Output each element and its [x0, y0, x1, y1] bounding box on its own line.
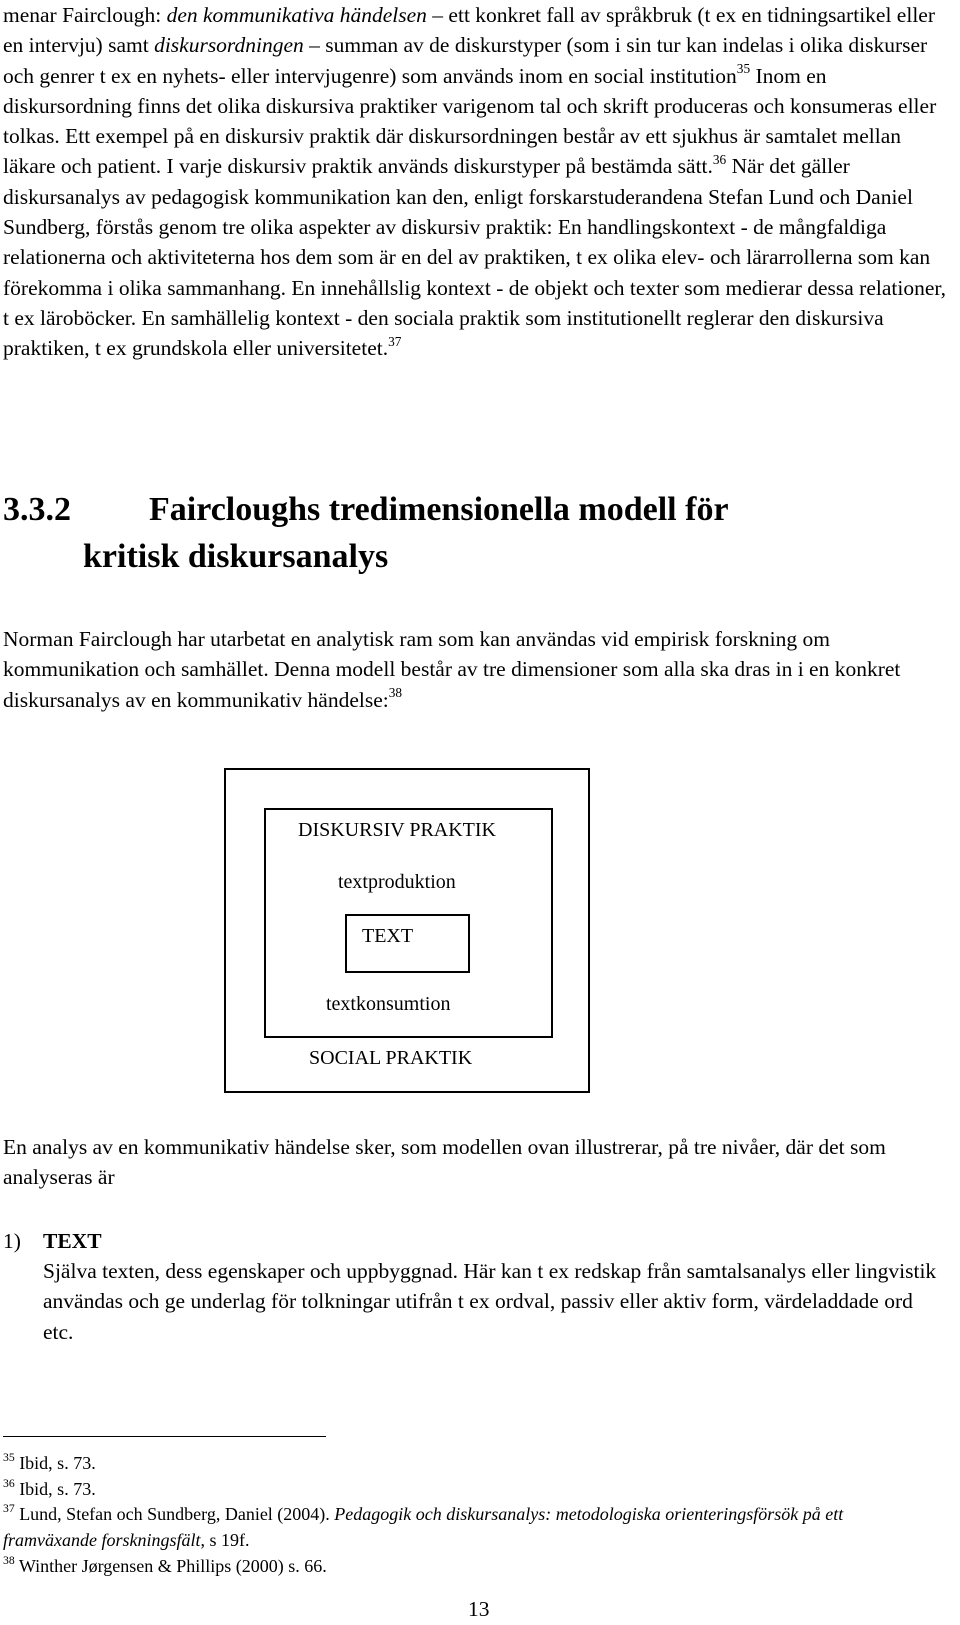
- footnote-number: 36: [3, 1476, 15, 1490]
- footnote-ref-38[interactable]: 38: [388, 685, 403, 701]
- footnote-37: [3, 1502, 903, 1553]
- italic-term-order-of-discourse: diskursordningen: [154, 33, 304, 58]
- text-consumption-label: textkonsumtion: [326, 993, 451, 1015]
- footnote-ref-36[interactable]: 36: [712, 152, 727, 167]
- text-run: – ett konkret fall av språkbruk (t ex en tidningsartikel eller en intervju) samt: [3, 3, 935, 58]
- footnote-text: Ibid, s. 73.: [19, 1453, 96, 1473]
- text-run: menar Fairclough:: [3, 3, 167, 27]
- section-number: 3.3.2: [3, 491, 71, 528]
- text-run: – summan av de diskurstyper (som i sin tur kan indelas i olika diskurser och genrer t ex en nyhets- eller intervjugenre) som används inom en social institution: [3, 33, 928, 88]
- footnote-number: 38: [3, 1553, 15, 1567]
- footnote-number: 37: [3, 1501, 15, 1515]
- text-run: När det gäller diskursanalys av pedagogisk kommunikation kan den, enligt forskarstuderandena Stefan Lund och Daniel Sundberg, förstås genom tre olika aspekter av diskursiv praktik: En handlingskontext - de mångfaldiga relationerna och aktiviteterna hos dem som är en del av praktiken, t ex olika elev- och lärarrollerna som kan förekomma i olika sammanhang. En innehållslig kontext - de objekt och texter som medierar dessa relationer, t ex läroböcker. En samhällelig kontext - den sociala praktik som institutionellt reglerar den diskursiva praktiken, t ex grundskola eller universitetet.: [3, 154, 947, 361]
- footnote-title-italic: Pedagogik och diskursanalys: metodologiska orienteringsförsök på ett framväxande forskningsfält: [3, 1504, 844, 1550]
- body-paragraph-3: En analys av en kommunikativ händelse sker, som modellen ovan illustrerar, på tre nivåer, där det som analyseras är: [3, 1135, 886, 1190]
- text-production-label: textproduktion: [338, 871, 456, 893]
- footnote-text-tail: , s 19f.: [200, 1529, 250, 1550]
- text-run: Inom en diskursordning finns det olika diskursiva praktiker varigenom tal och skrift produceras och konsumeras eller tolkas. Ett exempel på en diskursiv praktik där diskursordningen består av ett sjukhus är samtalet mellan läkare och patient. I varje diskursiv praktik används diskurstyper på bestämda sätt.: [3, 63, 937, 179]
- footnote-separator: [3, 1436, 326, 1437]
- page-number: 13: [468, 1597, 490, 1621]
- footnote-text: Lund, Stefan och Sundberg, Daniel (2004).: [19, 1504, 335, 1524]
- footnote-number: 35: [3, 1450, 15, 1464]
- footnote-35: [3, 1451, 903, 1477]
- footnote-text: Ibid, s. 73.: [19, 1479, 96, 1499]
- list-body: Själva texten, dess egenskaper och uppbyggnad. Här kan t ex redskap från samtalsanalys eller lingvistik användas och ge underlag för tolkningar utifrån t ex ordval, passiv eller aktiv form, värdeladdade ord etc.: [43, 1259, 937, 1344]
- footnote-text: Winther Jørgensen & Phillips (2000) s. 66.: [18, 1556, 327, 1576]
- text-run: Norman Fairclough har utarbetat en analytisk ram som kan användas vid empirisk forskning om kommunikation och samhället. Denna modell består av tre dimensioner som alla ska dras in i en konkret diskursanalys av en kommunikativ händelse:: [3, 627, 901, 712]
- footnote-ref-35[interactable]: 35: [736, 61, 751, 77]
- body-paragraph-2: [3, 624, 955, 715]
- discursive-practice-label: DISKURSIV PRAKTIK: [298, 819, 496, 841]
- italic-term-communicative-event: den kommunikativa händelsen: [166, 3, 427, 27]
- section-title-line-2: kritisk diskursanalys: [83, 538, 389, 575]
- footnote-38: [3, 1554, 903, 1580]
- body-paragraph-1: [3, 0, 955, 364]
- list-number: 1): [3, 1229, 21, 1253]
- footnote-ref-37[interactable]: 37: [388, 333, 402, 349]
- text-label: TEXT: [362, 925, 414, 947]
- list-heading: TEXT: [43, 1229, 102, 1253]
- social-practice-label: SOCIAL PRAKTIK: [309, 1047, 473, 1069]
- section-title-line-1: Faircloughs tredimensionella modell för: [149, 491, 729, 528]
- footnote-36: [3, 1477, 903, 1503]
